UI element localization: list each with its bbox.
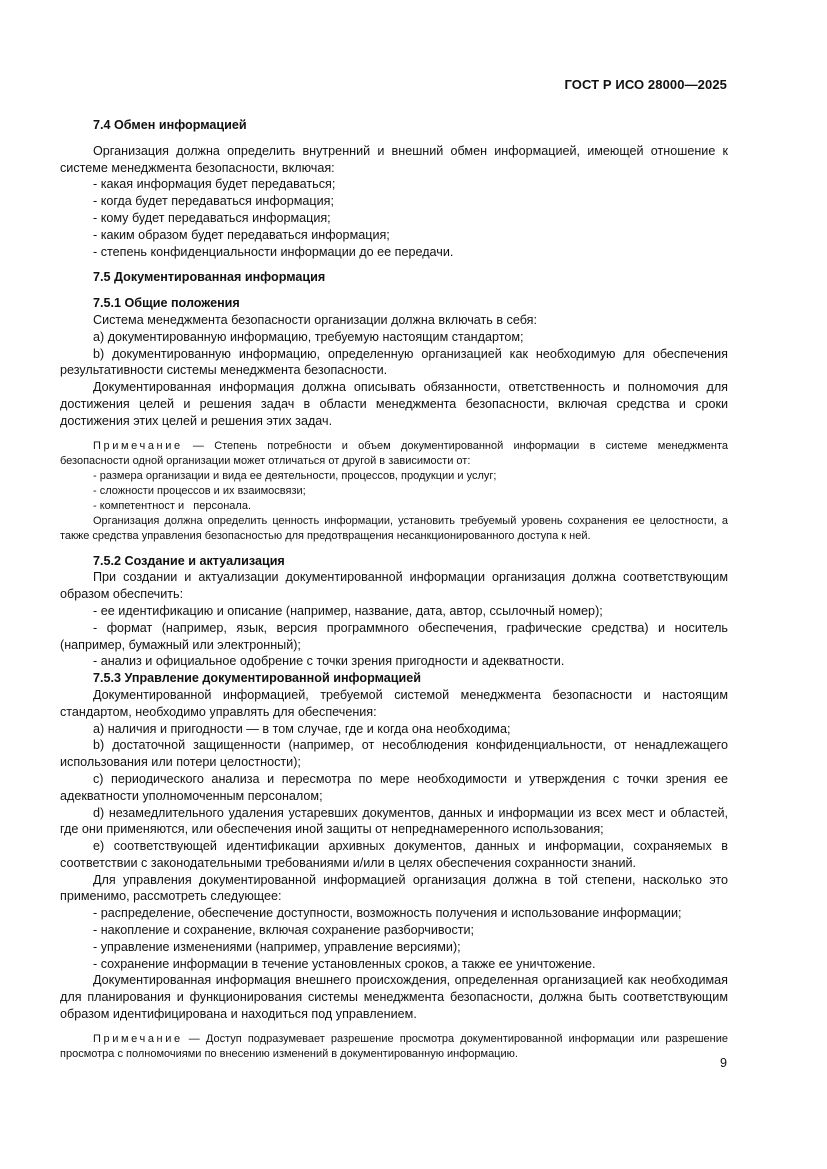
section-heading-7-5: 7.5 Документированная информация xyxy=(93,270,326,285)
list-item: b) документированную информацию, определенную организацией как необходимую для обеспечения результативности системы менеджмента безопасности. xyxy=(60,346,728,378)
list-item: - каким образом будет передаваться информация; xyxy=(93,227,390,242)
list-item: - формат (например, язык, версия программного обеспечения, графические средства) и носитель (например, бумажный или электронный); xyxy=(60,620,728,652)
note-paragraph: Организация должна определить ценность информации, установить требуемый уровень сохранения ее целостности, а также средства управления безопасностью для предотвращения несанкционированного доступа к ней. xyxy=(60,514,728,542)
list-item: - степень конфиденциальности информации до ее передачи. xyxy=(93,244,454,259)
paragraph: Документированной информацией, требуемой системой менеджмента безопасности и настоящим стандартом, необходимо управлять для обеспечения: xyxy=(60,687,728,719)
section-heading-7-5-3: 7.5.3 Управление документированной информацией xyxy=(93,671,422,686)
list-item: a) документированную информацию, требуемую настоящим стандартом; xyxy=(93,329,524,344)
list-item: - когда будет передаваться информация; xyxy=(93,194,334,209)
paragraph: Документированная информация внешнего происхождения, определенная организацией как необходимая для планирования и функционирования системы менеджмента безопасности, должна быть соответствующим образом идентифицирована и находиться под управлением. xyxy=(60,973,728,1022)
note-list-item: - сложности процессов и их взаимосвязи; xyxy=(93,484,306,497)
list-item: - накопление и сохранение, включая сохранение разборчивости; xyxy=(93,923,475,938)
note-list-item: - размера организации и вида ее деятельности, процессов, продукции и услуг; xyxy=(93,469,497,482)
paragraph: При создании и актуализации документированной информации организация должна соответствующим образом обеспечить: xyxy=(60,570,728,602)
list-item: - ее идентификацию и описание (например, название, дата, автор, ссылочный номер); xyxy=(93,603,603,618)
list-item: c) периодического анализа и пересмотра по мере необходимости и утверждения с точки зрения ее адекватности уполномоченным персоналом; xyxy=(60,771,728,803)
note-label: Примечание xyxy=(93,439,183,452)
note xyxy=(60,1032,728,1062)
paragraph: Для управления документированной информацией организация должна в той степени, насколько это применимо, рассмотреть следующее: xyxy=(60,872,728,904)
page-number: 9 xyxy=(719,1056,727,1070)
section-heading-7-5-2: 7.5.2 Создание и актуализация xyxy=(93,553,285,568)
section-heading-7-4: 7.4 Обмен информацией xyxy=(93,118,247,132)
page-content xyxy=(60,117,728,1062)
list-item: a) наличия и пригодности — в том случае, где и когда она необходима; xyxy=(93,721,511,736)
note-list-item: - компетентност и персонала. xyxy=(93,499,252,512)
list-item: - анализ и официальное одобрение с точки зрения пригодности и адекватности. xyxy=(93,654,565,669)
note xyxy=(60,439,728,469)
section-heading-7-5-1: 7.5.1 Общие положения xyxy=(93,296,240,311)
document-header: ГОСТ Р ИСО 28000—2025 xyxy=(564,77,727,92)
list-item: - кому будет передаваться информация; xyxy=(93,210,331,225)
list-item: e) соответствующей идентификации архивных документов, данных и информации, сохраняемых в соответствии с законодательными требованиями и/или в целях обеспечения сохранности знаний. xyxy=(60,839,728,870)
paragraph: Система менеджмента безопасности организации должна включать в себя: xyxy=(93,312,537,327)
paragraph: Документированная информация должна описывать обязанности, ответственность и полномочия для достижения целей и решения задач в области менеджмента безопасности, включая средства и сроки достижения этих целей и решения этих задач. xyxy=(60,380,728,428)
list-item: - управление изменениями (например, управление версиями); xyxy=(93,939,461,954)
list-item: - распределение, обеспечение доступности, возможность получения и использование информации; xyxy=(93,906,682,921)
paragraph: Организация должна определить внутренний и внешний обмен информацией, имеющей отношение к системе менеджмента безопасности, включая: xyxy=(60,143,728,175)
note-label: Примечание xyxy=(93,1032,183,1045)
list-item: - какая информация будет передаваться; xyxy=(93,177,336,192)
list-item: - сохранение информации в течение установленных сроков, а также ее уничтожение. xyxy=(93,956,596,971)
list-item: b) достаточной защищенности (например, от несоблюдения конфиденциальности, от ненадлежащего использования или потери целостности); xyxy=(60,738,728,770)
note-text: — Доступ подразумевает разрешение просмотра документированной информации или разрешение просмотра с полномочиями по внесению изменений в документированную информацию. xyxy=(60,1032,728,1060)
list-item: d) незамедлительного удаления устаревших документов, данных и информации из всех мест и областей, где они применяются, или обеспечения иной защиты от непреднамеренного использования; xyxy=(60,805,728,837)
note-text: — Степень потребности и объем документированной информации в системе менеджмента безопасности одной организации может отличаться от другой в зависимости от: xyxy=(60,439,728,467)
